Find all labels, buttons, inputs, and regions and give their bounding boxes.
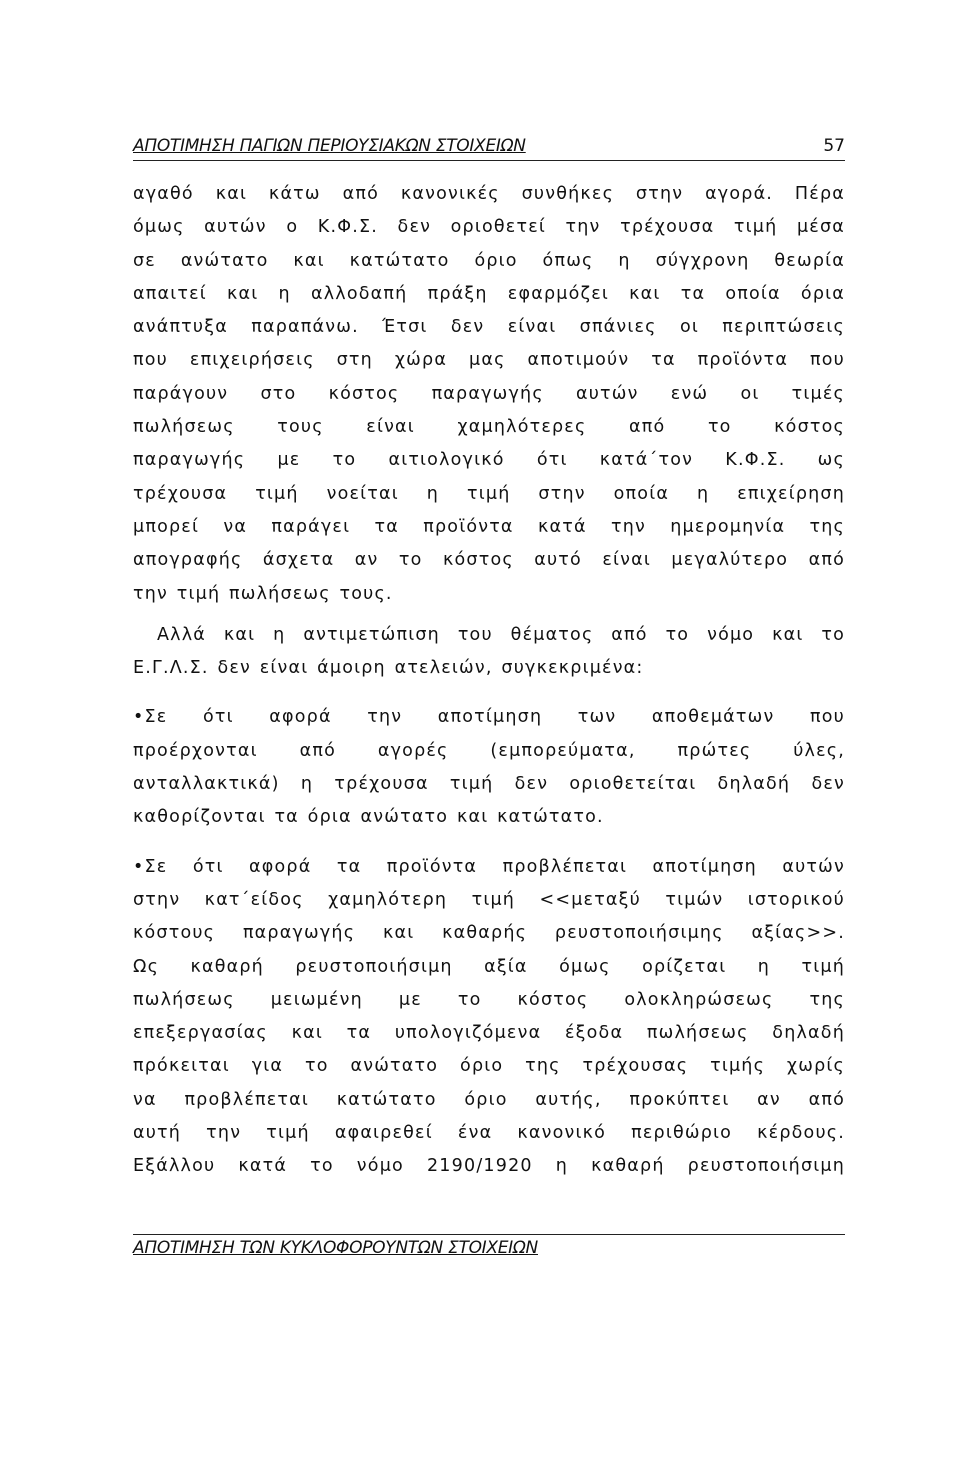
- text-line: να προβλέπεται κατώτατο όριο αυτής, προκύπτει αν από: [133, 1089, 845, 1110]
- paragraph-1: [133, 178, 845, 611]
- text-line: τρέχουσα τιμή νοείται η τιμή στην οποία η επιχείρηση: [133, 483, 845, 504]
- text-line: παραγωγής με το αιτιολογικό ότι κατά΄τον Κ.Φ.Σ. ως: [133, 450, 845, 471]
- text-line: ανάπτυξα παραπάνω. Έτσι δεν είναι σπάνιες οι περιπτώσεις: [133, 317, 845, 338]
- text-line: πωλήσεως μειωμένη με το κόστος ολοκληρώσεως της: [133, 989, 845, 1010]
- text-line: Εξάλλου κατά το νόμο 2190/1920 η καθαρή ρευστοποιήσιμη: [133, 1156, 845, 1177]
- paragraph-gap: [133, 611, 845, 619]
- text-line: πωλήσεως τους είναι χαμηλότερες από το κόστος: [133, 417, 845, 438]
- text-line: που επιχειρήσεις στη χώρα μας αποτιμούν τα προϊόντα που: [133, 350, 845, 371]
- text-line: Ως καθαρή ρευστοποιήσιμη αξία όμως ορίζεται η τιμή: [133, 956, 845, 977]
- text-line: αγαθό και κάτω από κανονικές συνθήκες στην αγορά. Πέρα: [133, 184, 845, 204]
- text-line: καθορίζονται τα όρια ανώτατο και κατώτατο.: [133, 807, 604, 828]
- text-line: μπορεί να παράγει τα προϊόντα κατά την ημερομηνία της: [133, 516, 845, 537]
- paragraph-2-cont: [133, 652, 845, 685]
- text-line: απαιτεί και η αλλοδαπή πράξη εφαρμόζει και τα οποία όρια: [133, 283, 845, 304]
- running-footer-title: ΑΠΟΤΙΜΗΣΗ ΤΩΝ ΚΥΚΛΟΦΟΡΟΥΝΤΩΝ ΣΤΟΙΧΕΙΩΝ: [133, 1238, 538, 1258]
- text-line: Ε.Γ.Λ.Σ. δεν είναι άμοιρη ατελειών, συγκεκριμένα:: [133, 658, 644, 679]
- text-line: αυτή την τιμή αφαιρεθεί ένα κανονικό περιθώριο κέρδους.: [133, 1123, 845, 1144]
- bullet-paragraph-1: [133, 701, 845, 834]
- text-line: •Σε ότι αφορά την αποτίμηση των αποθεμάτων που: [133, 707, 845, 728]
- text-line: στην κατ΄είδος χαμηλότερη τιμή <<μεταξύ τιμών ιστορικού: [133, 889, 845, 910]
- page-header: [133, 136, 845, 161]
- text-line: όμως αυτών ο Κ.Φ.Σ. δεν οριοθετεί την τρέχουσα τιμή μέσα: [133, 217, 845, 238]
- paragraph-2: [133, 619, 845, 652]
- footer-divider: [133, 1234, 845, 1235]
- text-line: την τιμή πωλήσεως τους.: [133, 583, 393, 604]
- text-line: επεξεργασίας και τα υπολογιζόμενα έξοδα πωλήσεως δηλαδή: [133, 1023, 845, 1044]
- page-number: 57: [823, 136, 845, 156]
- text-line: προέρχονται από αγορές (εμπορεύματα, πρώτες ύλες,: [133, 740, 845, 761]
- text-line: •Σε ότι αφορά τα προϊόντα προβλέπεται αποτίμηση αυτών: [133, 856, 845, 877]
- paragraph-gap: [133, 835, 845, 851]
- bullet-paragraph-2: [133, 851, 845, 1184]
- paragraph-gap: [133, 685, 845, 701]
- text-line: ανταλλακτικά) η τρέχουσα τιμή δεν οριοθετείται δηλαδή δεν: [133, 774, 845, 795]
- running-header-title: ΑΠΟΤΙΜΗΣΗ ΠΑΓΙΩΝ ΠΕΡΙΟΥΣΙΑΚΩΝ ΣΤΟΙΧΕΙΩΝ: [133, 136, 526, 156]
- text-line: παράγουν στο κόστος παραγωγής αυτών ενώ οι τιμές: [133, 383, 845, 404]
- text-line: πρόκειται για το ανώτατο όριο της τρέχουσας τιμής χωρίς: [133, 1056, 845, 1077]
- text-line: κόστους παραγωγής και καθαρής ρευστοποιήσιμης αξίας>>.: [133, 923, 845, 944]
- text-line: Αλλά και η αντιμετώπιση του θέματος από το νόμο και το: [157, 624, 845, 645]
- text-line: σε ανώτατο και κατώτατο όριο όπως η σύγχρονη θεωρία: [133, 250, 845, 271]
- body-text: [133, 178, 845, 1184]
- text-line: απογραφής άσχετα αν το κόστος αυτό είναι μεγαλύτερο από: [133, 550, 845, 571]
